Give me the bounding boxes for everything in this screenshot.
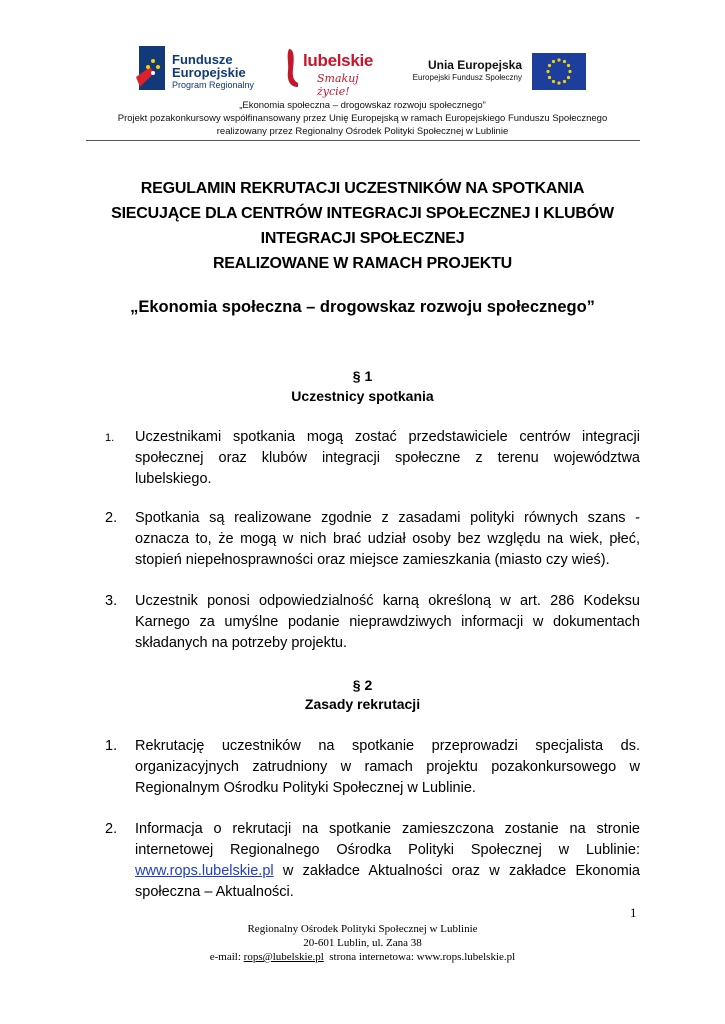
s1-item-1-text: Uczestnikami spotkania mogą zostać przedstawiciele centrów integracji społecznej oraz klubów integracji społeczne z terenu województwa lubelskiego. (135, 429, 640, 487)
s1-item-1-number: 1. (105, 432, 115, 444)
footer-address: 20-601 Lublin, ul. Zana 38 (303, 937, 422, 949)
lubelskie-mark-icon (285, 47, 299, 87)
fe-line2: Europejskie (172, 65, 246, 80)
ue-sub: Europejski Fundusz Społeczny (412, 73, 522, 82)
unia-europejska-logo (400, 50, 590, 94)
ue-text (408, 58, 522, 84)
project-title: „Ekonomia społeczna – drogowskaz rozwoju społecznego” (130, 298, 595, 316)
title-line-4: REALIZOWANE W RAMACH PROJEKTU (212, 255, 513, 272)
s2-item-1 (105, 736, 640, 799)
ue-title: Unia Europejska (427, 58, 522, 72)
fe-flag-icon (136, 43, 166, 93)
fundusze-europejskie-logo (136, 43, 266, 93)
s1-item-3-text: Uczestnik ponosi odpowiedzialność karną określoną w art. 286 Kodeksu Karnego za umyślne podanie nieprawdziwych informacji w dokumentach składanych na potrzeby projektu. (135, 593, 640, 651)
title-line-1: REGULAMIN REKRUTACJI UCZESTNIKÓW NA SPOTKANIA (140, 180, 585, 197)
section-1-symbol: § 1 (352, 368, 373, 384)
s1-item-3-number: 3. (105, 593, 118, 609)
footer-org-name: Regionalny Ośrodek Polityki Społecznej w Lublinie (247, 923, 478, 935)
s2-item-1-text: Rekrutację uczestników na spotkanie przeprowadzi specjalista ds. organizacyjnych zatrudniony w ramach projektu pozakonkursowego w Regionalnym Ośrodku Polityki Społecznej w Lublinie. (135, 738, 640, 796)
eu-flag-icon (532, 53, 586, 90)
s2-item-2-text-before: Informacja o rekrutacji na spotkanie zamieszczona zostanie na stronie internetowej Regionalnego Ośrodka Polityki Społecznej w Lublinie: (135, 821, 640, 858)
s1-item-1 (105, 427, 640, 490)
s1-item-2-number: 2. (105, 510, 118, 526)
lubelskie-logo (285, 47, 385, 98)
footer-email-link[interactable]: rops@lubelskie.pl (243, 951, 324, 963)
s1-item-2-text: Spotkania są realizowane zgodnie z zasadami polityki równych szans - oznacza to, że mogą w nich brać udział osoby bez względu na wiek, płeć, stopień niepełnosprawności oraz miejsce zamieszkania (miasto czy wieś). (135, 510, 640, 568)
logo-bar (0, 38, 725, 98)
s1-item-2 (105, 508, 640, 571)
title-line-3: INTEGRACJI SPOŁECZNEJ (260, 230, 465, 247)
lubelskie-word: lubelskie (303, 51, 374, 70)
header-funding-line: Projekt pozakonkursowy współfinansowany przez Unię Europejską w ramach Europejskiego Funduszu Społecznego (117, 113, 608, 124)
s2-item-1-number: 1. (105, 738, 118, 754)
header-divider (86, 140, 640, 141)
rops-website-link[interactable]: www.rops.lubelskie.pl (135, 863, 274, 879)
lubelskie-slogan: Smakuj życie! (317, 72, 359, 98)
s1-item-3 (105, 591, 640, 654)
s2-item-2-number: 2. (105, 821, 118, 837)
s2-item-2-text-after: w zakładce Aktualności oraz w zakładce Ekonomia społeczna – Aktualności. (135, 863, 640, 900)
section-2-symbol: § 2 (352, 677, 373, 693)
title-line-2: SIECUJĄCE DLA CENTRÓW INTEGRACJI SPOŁECZNEJ I KLUBÓW (111, 205, 614, 222)
section-2-heading: Zasady rekrutacji (304, 696, 421, 712)
fe-line3: Program Regionalny (172, 80, 255, 90)
header-realization-line: realizowany przez Regionalny Ośrodek Polityki Społecznej w Lublinie (216, 126, 509, 137)
fe-text (172, 53, 254, 91)
footer-email-label: e-mail: (209, 951, 244, 963)
page-number: 1 (630, 905, 637, 920)
s2-item-2-text (135, 819, 640, 903)
footer-contact (0, 950, 725, 964)
s2-item-2 (105, 819, 640, 903)
footer-website: strona internetowa: www.rops.lubelskie.pl (323, 951, 516, 963)
fe-line1: Fundusze (172, 52, 233, 67)
section-1-heading: Uczestnicy spotkania (291, 388, 434, 404)
header-project-name: „Ekonomia społeczna – drogowskaz rozwoju społecznego” (239, 100, 486, 111)
